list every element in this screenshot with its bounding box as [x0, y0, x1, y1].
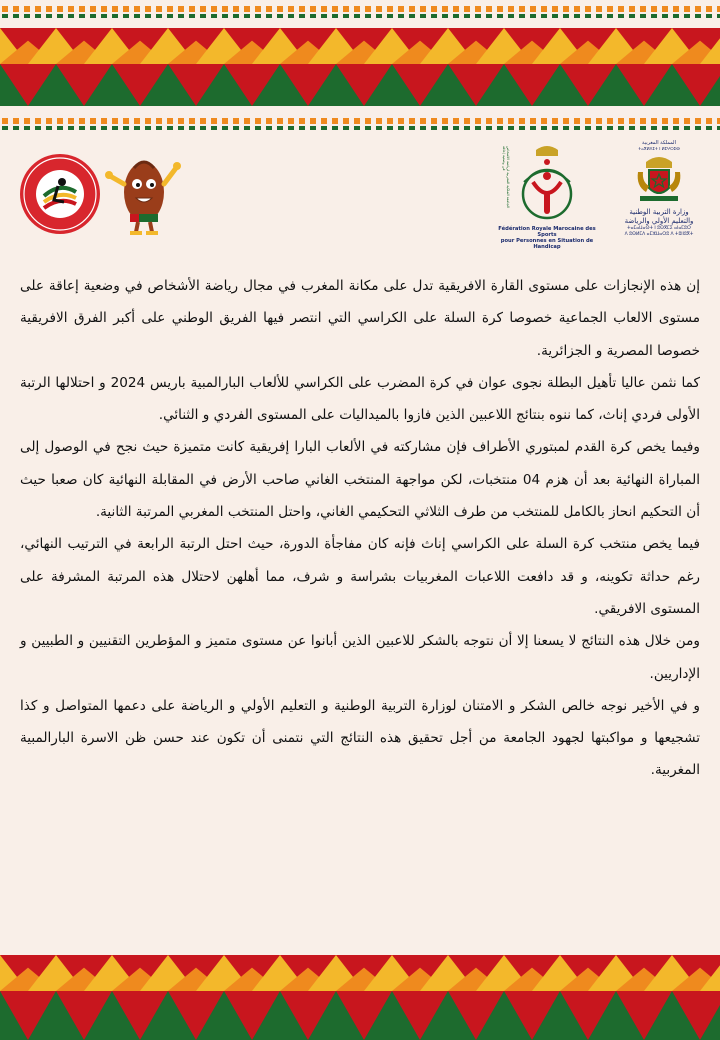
top-pip-row-4 [2, 126, 8, 130]
top-pip-row-2 [35, 14, 41, 18]
games-mascot-figure [104, 154, 184, 236]
top-pip-row-1 [376, 6, 382, 12]
top-pip-row-2 [486, 14, 492, 18]
top-pip-row-4 [200, 126, 206, 130]
top-pip-row-1 [244, 6, 250, 12]
top-pip-row-3 [200, 118, 206, 124]
top-pip-row-2 [178, 14, 184, 18]
top-pip-row-1 [145, 6, 151, 12]
ministry-line5: ⵜⴰⵎⴰⵡⴰⵙⵜ ⵏ ⵓⵙⴳⵎⵉ ⴰⵏⴰⵎⵓⵔ [627, 226, 691, 231]
top-pip-row-4 [68, 126, 74, 130]
top-pip-row-3 [530, 118, 536, 124]
top-pip-row-3 [420, 118, 426, 124]
top-pip-row-2 [24, 14, 30, 18]
top-pip-row-1 [13, 6, 19, 12]
top-pip-row-3 [299, 118, 305, 124]
top-pip-row-2 [662, 14, 668, 18]
top-pip-row-2 [277, 14, 283, 18]
top-pip-row-1 [343, 6, 349, 12]
top-pip-row-1 [673, 6, 679, 12]
top-pip-row-2 [2, 14, 8, 18]
top-pip-row-3 [79, 118, 85, 124]
top-pip-row-4 [24, 126, 30, 130]
top-pip-row-2 [420, 14, 426, 18]
top-pip-row-4 [167, 126, 173, 130]
top-pip-row-4 [255, 126, 261, 130]
top-pip-row-1 [651, 6, 657, 12]
top-pip-row-1 [156, 6, 162, 12]
top-pip-row-4 [112, 126, 118, 130]
top-pip-row-3 [101, 118, 107, 124]
federation-emblem-icon [496, 142, 598, 222]
top-pip-row-3 [376, 118, 382, 124]
top-pip-row-4 [684, 126, 690, 130]
top-pip-row-2 [244, 14, 250, 18]
top-pip-row-2 [673, 14, 679, 18]
top-pip-row-1 [299, 6, 305, 12]
top-pip-row-2 [112, 14, 118, 18]
top-pip-row-2 [387, 14, 393, 18]
top-pip-row-2 [574, 14, 580, 18]
top-pip-row-3 [629, 118, 635, 124]
top-pip-row-1 [189, 6, 195, 12]
top-pip-row-1 [530, 6, 536, 12]
top-pip-row-1 [365, 6, 371, 12]
top-pip-row-3 [321, 118, 327, 124]
top-pip-row-4 [475, 126, 481, 130]
top-pip-row-2 [684, 14, 690, 18]
top-pip-row-4 [695, 126, 701, 130]
top-pip-row-1 [332, 6, 338, 12]
top-pip-row-3 [695, 118, 701, 124]
top-pip-row-3 [123, 118, 129, 124]
top-pip-row-3 [387, 118, 393, 124]
top-pip-row-2 [13, 14, 19, 18]
top-pip-row-3 [596, 118, 602, 124]
top-pip-row-4 [277, 126, 283, 130]
top-pip-row-2 [552, 14, 558, 18]
top-pip-row-2 [695, 14, 701, 18]
top-pip-row-1 [442, 6, 448, 12]
top-pip-row-3 [13, 118, 19, 124]
top-pip-row-1 [541, 6, 547, 12]
top-pip-row-2 [431, 14, 437, 18]
top-pip-row-4 [508, 126, 514, 130]
top-pip-row-1 [684, 6, 690, 12]
top-pip-row-2 [46, 14, 52, 18]
top-pip-row-4 [431, 126, 437, 130]
top-pip-row-2 [365, 14, 371, 18]
top-pip-row-3 [211, 118, 217, 124]
top-pip-row-1 [68, 6, 74, 12]
top-pip-row-4 [618, 126, 624, 130]
top-pip-row-1 [486, 6, 492, 12]
top-pip-row-4 [563, 126, 569, 130]
top-pip-row-1 [112, 6, 118, 12]
top-pip-row-2 [409, 14, 415, 18]
top-pip-row-3 [156, 118, 162, 124]
top-pip-row-1 [2, 6, 8, 12]
top-pip-row-4 [453, 126, 459, 130]
top-pip-row-2 [123, 14, 129, 18]
top-pip-row-1 [706, 6, 712, 12]
top-pip-row-3 [640, 118, 646, 124]
top-pip-row-3 [310, 118, 316, 124]
top-pip-row-3 [618, 118, 624, 124]
top-pip-row-4 [365, 126, 371, 130]
top-pip-row-1 [409, 6, 415, 12]
top-pip-row-3 [244, 118, 250, 124]
top-pip-row-4 [310, 126, 316, 130]
ministry-line6: ⴷ ⵓⵙⵍⵎⴷ ⴰⵎⵣⵡⴰⵔⵓ ⴷ ⵜⵓⵏⵏⵓⴳⵜ [624, 232, 694, 237]
federation-logo [496, 142, 598, 250]
top-pip-row-1 [178, 6, 184, 12]
top-pip-row-3 [662, 118, 668, 124]
top-pip-row-3 [398, 118, 404, 124]
top-pip-row-2 [354, 14, 360, 18]
paragraph-2: كما نثمن عاليا تأهيل البطلة نجوى عوان في كرة المضرب على الكراسي للألعاب البارالمبية باريس 2024 و احتلالها الرتبة الأولى فردي إناث، كما ننوه بنتائج اللاعبين الذين فازوا بالميداليات على المستوى الفردي و الثنائي. [20, 374, 700, 424]
top-pip-row-3 [222, 118, 228, 124]
ministry-line3: وزارة التربية الوطنية [629, 208, 689, 216]
top-pip-row-4 [409, 126, 415, 130]
top-pip-row-3 [409, 118, 415, 124]
top-pip-row-3 [90, 118, 96, 124]
top-pip-row-4 [101, 126, 107, 130]
top-pip-row-3 [35, 118, 41, 124]
top-pip-row-3 [607, 118, 613, 124]
top-pip-row-2 [167, 14, 173, 18]
top-pip-row-4 [442, 126, 448, 130]
top-pip-row-2 [541, 14, 547, 18]
top-pip-row-3 [343, 118, 349, 124]
top-pip-row-4 [134, 126, 140, 130]
top-pip-row-4 [233, 126, 239, 130]
top-pip-row-2 [332, 14, 338, 18]
top-pip-row-1 [266, 6, 272, 12]
top-pip-row-1 [519, 6, 525, 12]
top-pip-row-2 [288, 14, 294, 18]
top-pip-row-4 [178, 126, 184, 130]
top-pip-row-3 [277, 118, 283, 124]
top-pip-row-2 [145, 14, 151, 18]
top-pip-row-4 [486, 126, 492, 130]
top-pip-row-3 [134, 118, 140, 124]
top-pip-row-2 [442, 14, 448, 18]
top-pip-row-3 [431, 118, 437, 124]
top-pip-row-1 [563, 6, 569, 12]
top-pip-row-3 [2, 118, 8, 124]
top-pip-row-2 [343, 14, 349, 18]
top-pip-row-2 [464, 14, 470, 18]
top-pip-row-2 [398, 14, 404, 18]
top-pip-row-2 [189, 14, 195, 18]
top-pip-row-1 [288, 6, 294, 12]
top-pip-row-3 [189, 118, 195, 124]
top-pip-row-4 [629, 126, 635, 130]
top-pip-row-4 [222, 126, 228, 130]
top-pip-row-2 [706, 14, 712, 18]
top-pip-row-2 [101, 14, 107, 18]
top-pip-row-1 [79, 6, 85, 12]
top-pip-row-3 [453, 118, 459, 124]
top-pip-row-4 [662, 126, 668, 130]
top-pip-row-4 [343, 126, 349, 130]
top-pip-row-3 [673, 118, 679, 124]
top-pip-row-1 [57, 6, 63, 12]
top-pip-row-4 [354, 126, 360, 130]
top-pip-row-1 [508, 6, 514, 12]
top-pip-row-3 [46, 118, 52, 124]
top-pip-row-3 [112, 118, 118, 124]
top-pip-row-3 [288, 118, 294, 124]
top-pip-row-3 [68, 118, 74, 124]
moroccan-coat-of-arms-icon [616, 152, 702, 204]
top-pip-row-1 [35, 6, 41, 12]
top-pip-row-1 [24, 6, 30, 12]
top-pip-row-3 [475, 118, 481, 124]
top-pip-row-4 [123, 126, 129, 130]
paragraph-6: و في الأخير نوجه خالص الشكر و الامتنان لوزارة التربية الوطنية و التعليم الأولي و الرياضة على دعمها المتواصل و كذا تشجيعها و مواكبتها لجهود الجامعة من أجل تحقيق هذه النتائج التي نتمنى أن تكون عند حسن ظن الاسرة البارالمبية المغربية. [20, 697, 700, 779]
ministry-line2: ⵜⴰⴳⵍⴷⵉⵜ ⵏ ⵍⵎⵖⵔⵉⴱ [638, 146, 680, 151]
top-pip-row-3 [684, 118, 690, 124]
top-pip-row-3 [563, 118, 569, 124]
top-pip-row-2 [596, 14, 602, 18]
top-pip-row-4 [288, 126, 294, 130]
accra-african-para-games-logo [18, 152, 102, 236]
top-pip-row-4 [211, 126, 217, 130]
mascot-icon [104, 154, 184, 236]
top-pip-row-2 [57, 14, 63, 18]
top-pip-row-3 [255, 118, 261, 124]
top-pip-row-1 [431, 6, 437, 12]
top-pip-row-2 [651, 14, 657, 18]
top-pip-row-2 [79, 14, 85, 18]
ministry-line1: المملكة المغربية [642, 140, 676, 146]
top-pip-row-3 [365, 118, 371, 124]
top-pip-row-4 [266, 126, 272, 130]
top-decorative-band [0, 0, 720, 140]
top-pip-row-1 [387, 6, 393, 12]
top-pip-row-2 [68, 14, 74, 18]
top-pip-row-4 [321, 126, 327, 130]
top-pip-row-2 [497, 14, 503, 18]
top-pip-row-4 [13, 126, 19, 130]
top-pip-row-3 [706, 118, 712, 124]
top-pip-row-4 [596, 126, 602, 130]
top-pip-row-3 [486, 118, 492, 124]
top-pip-row-1 [233, 6, 239, 12]
top-pip-row-1 [618, 6, 624, 12]
top-pip-row-4 [552, 126, 558, 130]
top-pip-row-1 [321, 6, 327, 12]
top-pip-row-1 [464, 6, 470, 12]
top-pip-row-3 [354, 118, 360, 124]
top-pip-row-4 [244, 126, 250, 130]
top-pip-row-1 [596, 6, 602, 12]
top-pip-row-2 [640, 14, 646, 18]
top-pip-row-2 [255, 14, 261, 18]
top-pip-row-2 [530, 14, 536, 18]
top-pip-row-3 [508, 118, 514, 124]
top-pip-row-1 [222, 6, 228, 12]
top-pip-row-4 [673, 126, 679, 130]
top-pip-row-2 [376, 14, 382, 18]
top-pip-row-1 [585, 6, 591, 12]
ministry-logo [616, 140, 702, 245]
top-pip-row-1 [277, 6, 283, 12]
federation-caption-fr-2: pour Personnes en Situation de Handicap [500, 238, 594, 250]
top-pip-row-4 [640, 126, 646, 130]
top-pip-row-1 [574, 6, 580, 12]
top-pip-row-1 [211, 6, 217, 12]
top-pip-row-3 [233, 118, 239, 124]
top-pip-row-1 [310, 6, 316, 12]
top-pip-row-2 [200, 14, 206, 18]
top-pip-row-4 [585, 126, 591, 130]
top-pip-row-4 [79, 126, 85, 130]
top-pip-row-4 [35, 126, 41, 130]
top-pip-row-1 [255, 6, 261, 12]
top-pip-row-3 [585, 118, 591, 124]
top-pip-row-4 [530, 126, 536, 130]
top-pip-row-3 [651, 118, 657, 124]
top-pip-row-4 [46, 126, 52, 130]
top-pip-row-2 [310, 14, 316, 18]
top-pip-row-2 [629, 14, 635, 18]
top-pip-row-1 [134, 6, 140, 12]
top-pip-row-2 [321, 14, 327, 18]
top-pip-row-1 [420, 6, 426, 12]
top-pip-row-3 [497, 118, 503, 124]
top-pip-row-4 [387, 126, 393, 130]
top-pip-row-2 [134, 14, 140, 18]
federation-caption-fr-1: Fédération Royale Marocaine des Sports [498, 226, 596, 238]
paragraph-4: فيما يخص منتخب كرة السلة على الكراسي إناث فإنه كان مفاجأة الدورة، حيث احتل الرتبة الرابعة في الترتيب النهائي، رغم حداثة تكوينه، و قد دافعت اللاعبات المغربيات بشراسة و شرف، مما أهلهن لاحتلال هذه المرتبة المشرفة على المستوى الافريقي. [20, 536, 700, 617]
top-pip-row-2 [563, 14, 569, 18]
top-pip-row-4 [156, 126, 162, 130]
top-pip-row-3 [574, 118, 580, 124]
top-pip-row-1 [200, 6, 206, 12]
top-pip-row-1 [475, 6, 481, 12]
logos-row [0, 140, 720, 250]
top-pip-row-2 [266, 14, 272, 18]
top-pip-row-1 [398, 6, 404, 12]
top-pip-row-2 [299, 14, 305, 18]
top-pip-row-2 [618, 14, 624, 18]
bottom-decorative-band [0, 955, 720, 1040]
top-pip-row-2 [453, 14, 459, 18]
top-pip-row-4 [706, 126, 712, 130]
ministry-line4: والتعليم الأولي والرياضة [624, 217, 694, 225]
top-pip-row-4 [57, 126, 63, 130]
top-pip-row-2 [607, 14, 613, 18]
top-pip-row-3 [541, 118, 547, 124]
top-pip-row-3 [145, 118, 151, 124]
top-pip-row-1 [46, 6, 52, 12]
top-pip-row-1 [662, 6, 668, 12]
top-pip-row-2 [475, 14, 481, 18]
top-pip-row-4 [607, 126, 613, 130]
paragraph-5: ومن خلال هذه النتائج لا يسعنا إلا أن نتوجه بالشكر للاعبين الذين أبانوا عن مستوى متميز و المؤطرين التقنيين و الطبيين و الإداريين. [20, 633, 700, 682]
top-pip-row-1 [90, 6, 96, 12]
top-pip-row-2 [508, 14, 514, 18]
top-pip-row-2 [211, 14, 217, 18]
top-pip-row-1 [695, 6, 701, 12]
top-pip-row-1 [101, 6, 107, 12]
top-pip-row-4 [398, 126, 404, 130]
top-pip-row-3 [552, 118, 558, 124]
top-pip-row-4 [497, 126, 503, 130]
top-pip-row-1 [123, 6, 129, 12]
top-pip-row-4 [464, 126, 470, 130]
article-body [20, 270, 700, 787]
paragraph-1: إن هذه الإنجازات على مستوى القارة الافريقية تدل على مكانة المغرب في مجال رياضة الأشخاص في وضعية إعاقة على مستوى الالعاب الجماعية خصوصا كرة السلة على الكراسي التي انتصر فيها الفريق الوطني على أكبر الفرق الافريقية خصوصا المصرية و الجزائرية. [20, 278, 700, 359]
top-pip-row-2 [90, 14, 96, 18]
top-pip-row-1 [497, 6, 503, 12]
top-pip-row-3 [332, 118, 338, 124]
federation-arabic-arc: الجامعة الملكية المغربية لرياضة الأشخاص في وضعية إعاقة [502, 146, 510, 208]
top-pip-row-3 [178, 118, 184, 124]
top-pip-row-4 [189, 126, 195, 130]
top-pip-row-3 [266, 118, 272, 124]
top-pip-row-2 [585, 14, 591, 18]
top-pip-row-2 [222, 14, 228, 18]
top-pip-row-4 [299, 126, 305, 130]
top-pip-row-1 [453, 6, 459, 12]
top-pip-row-4 [574, 126, 580, 130]
top-pip-row-4 [145, 126, 151, 130]
top-pip-row-3 [167, 118, 173, 124]
top-pip-row-2 [156, 14, 162, 18]
top-pip-row-4 [90, 126, 96, 130]
top-pip-row-1 [629, 6, 635, 12]
top-pip-row-1 [167, 6, 173, 12]
paragraph-3: وفيما يخص كرة القدم لمبتوري الأطراف فإن مشاركته في الألعاب البارا إفريقية كانت متميزة حيث نجح في الوصول إلى المباراة النهائية بعد أن هزم 04 منتخبات، لكن مواجهة المنتخب الغاني صاحب الأرض في المقابلة النهائية كان صعبا حيث أن التحكيم انحاز بالكامل للمنتخب من طرف الثلاثي التحكيمي الغاني، واحتل المنتخب المغربي المرتبة الثانية. [20, 439, 700, 521]
top-pip-row-4 [420, 126, 426, 130]
top-pip-row-1 [640, 6, 646, 12]
top-pip-row-3 [24, 118, 30, 124]
top-pip-row-4 [332, 126, 338, 130]
top-pip-row-4 [519, 126, 525, 130]
top-pip-row-3 [57, 118, 63, 124]
top-pip-row-1 [552, 6, 558, 12]
top-pip-row-1 [354, 6, 360, 12]
top-pip-row-3 [442, 118, 448, 124]
top-pip-row-2 [233, 14, 239, 18]
top-pip-row-4 [541, 126, 547, 130]
top-pip-row-3 [519, 118, 525, 124]
top-pip-row-4 [651, 126, 657, 130]
top-pip-row-1 [607, 6, 613, 12]
top-pip-row-2 [519, 14, 525, 18]
top-pip-row-3 [464, 118, 470, 124]
top-pip-row-4 [376, 126, 382, 130]
